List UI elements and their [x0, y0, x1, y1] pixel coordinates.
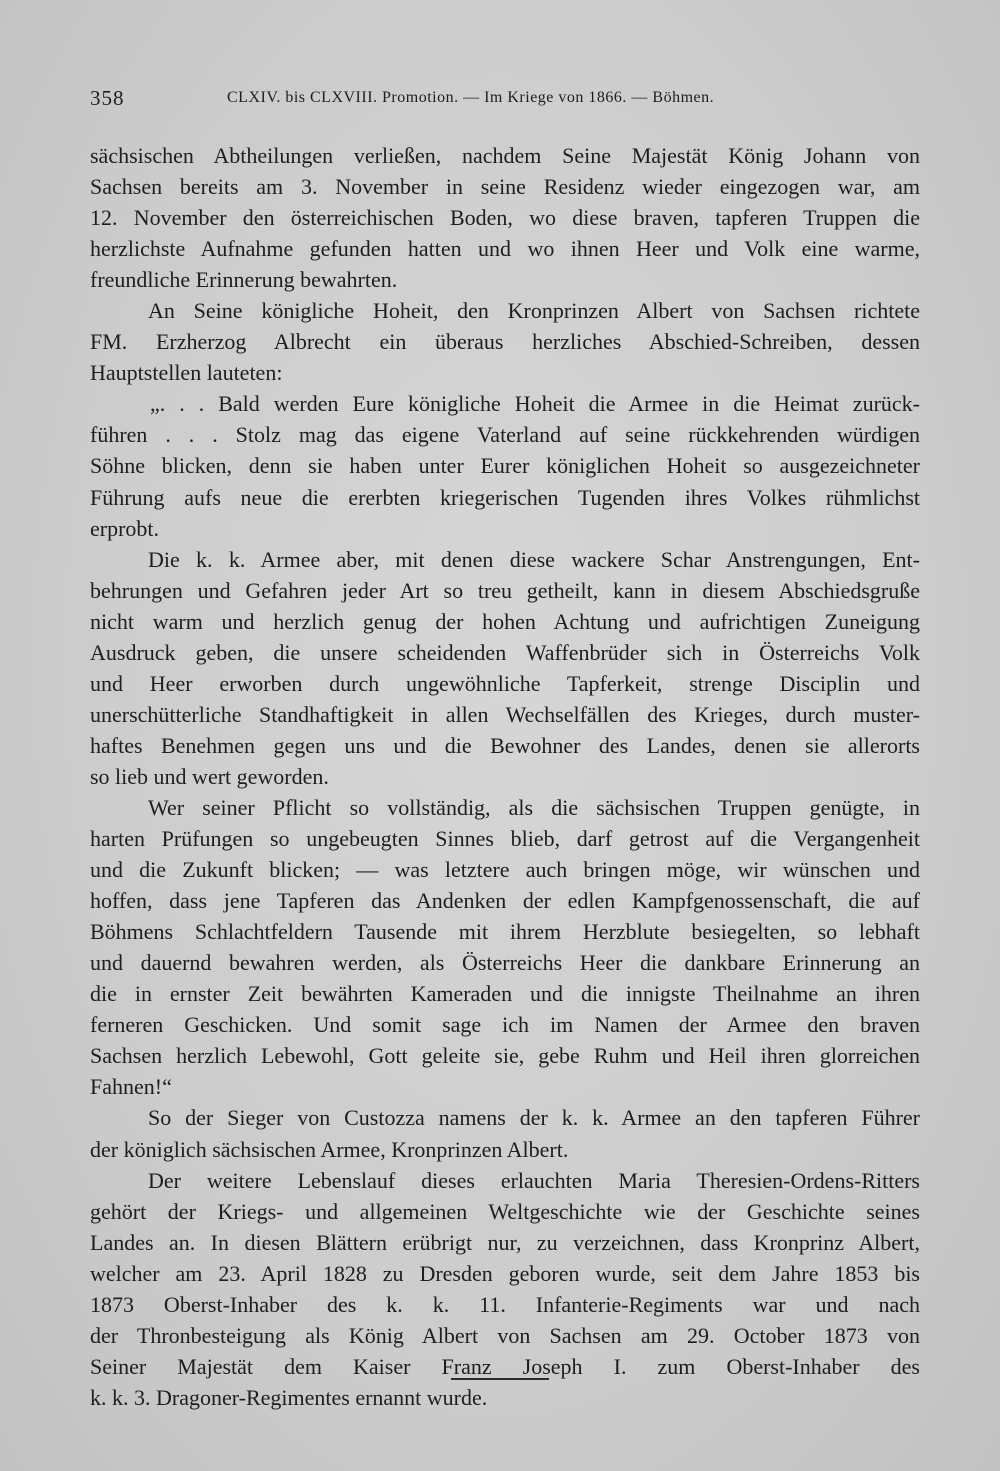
- text-line: und die Zukunft blicken; — was letztere auch bringen möge, wir wünschen und: [90, 857, 920, 883]
- text-line: und Heer erworben durch ungewöhnliche Tapferkeit, strenge Disciplin und: [90, 670, 920, 696]
- text-line: der Thronbesteigung als König Albert von Sachsen am 29. October 1873 von: [90, 1322, 920, 1348]
- running-header: [90, 86, 920, 116]
- text-line: „. . . Bald werden Eure königliche Hoheit die Armee in die Heimat zurück-: [150, 391, 920, 417]
- text-line: haftes Benehmen gegen uns und die Bewohner des Landes, denen sie allerorts: [90, 732, 920, 758]
- text-line: führen . . . Stolz mag das eigene Vaterland auf seine rückkehrenden würdigen: [90, 422, 920, 448]
- text-line: erprobt.: [90, 515, 160, 541]
- paragraph: [90, 1102, 920, 1164]
- text-line: so lieb und wert geworden.: [90, 763, 329, 789]
- text-line: Böhmens Schlachtfeldern Tausende mit ihrem Herzblute besiegelten, so lebhaft: [90, 919, 920, 945]
- text-line: Sachsen herzlich Lebewohl, Gott geleite sie, gebe Ruhm und Heil ihren glorreichen: [90, 1043, 920, 1069]
- text-line: hoffen, dass jene Tapferen das Andenken der edlen Kampfgenossenschaft, die auf: [90, 888, 920, 914]
- text-line: sächsischen Abtheilungen verließen, nachdem Seine Majestät König Johann von: [90, 143, 920, 168]
- body-text: [90, 140, 920, 1413]
- text-line: nicht warm und herzlich genug der hohen Achtung und aufrichtigen Zuneigung: [90, 608, 920, 634]
- text-line: Der weitere Lebenslauf dieses erlauchten Maria Theresien-Ordens-Ritters: [148, 1167, 920, 1193]
- quote-paragraph: [90, 544, 920, 792]
- text-line: und dauernd bewahren werden, als Österreichs Heer die dankbare Erinnerung an: [90, 950, 920, 976]
- text-line: Sachsen bereits am 3. November in seine Residenz wieder eingezogen war, am: [90, 174, 920, 200]
- text-line: k. k. 3. Dragoner-Regimentes ernannt wurde.: [90, 1384, 488, 1410]
- text-line: freundliche Erinnerung bewahrten.: [90, 267, 398, 293]
- text-line: Ausdruck geben, die unsere scheidenden Waffenbrüder sich in Österreichs Volk: [90, 639, 920, 665]
- text-line: Seiner Majestät dem Kaiser Franz Joseph I. zum Oberst-Inhaber des: [90, 1353, 920, 1379]
- text-line: So der Sieger von Custozza namens der k. k. Armee an den tapferen Führer: [148, 1105, 920, 1131]
- text-line: der königlich sächsischen Armee, Kronprinzen Albert.: [90, 1136, 569, 1162]
- page-number: 358: [90, 86, 125, 110]
- quote-paragraph: [90, 792, 920, 1102]
- text-line: Die k. k. Armee aber, mit denen diese wackere Schar Anstrengungen, Ent-: [148, 546, 920, 572]
- text-line: Führung aufs neue die ererbten kriegerischen Tugenden ihres Volkes rühmlichst: [90, 484, 920, 510]
- text-line: harten Prüfungen so ungebeugten Sinnes blieb, darf getrost auf die Vergangenheit: [90, 826, 920, 852]
- paragraph: [90, 295, 920, 388]
- text-line: welcher am 23. April 1828 zu Dresden geboren wurde, seit dem Jahre 1853 bis: [90, 1260, 920, 1286]
- text-line: Hauptstellen lauteten:: [90, 360, 283, 386]
- text-line: 1873 Oberst-Inhaber des k. k. 11. Infanterie-Regiments war und nach: [90, 1291, 920, 1317]
- text-line: herzlichste Aufnahme gefunden hatten und wo ihnen Heer und Volk eine warme,: [90, 236, 920, 262]
- text-line: unerschütterliche Standhaftigkeit in allen Wechselfällen des Krieges, durch muster-: [90, 701, 920, 727]
- section-end-rule: [451, 1378, 549, 1380]
- text-line: ferneren Geschicken. Und somit sage ich im Namen der Armee den braven: [90, 1012, 920, 1038]
- paragraph: [90, 140, 920, 295]
- text-line: Fahnen!“: [90, 1074, 172, 1100]
- text-line: gehört der Kriegs- und allgemeinen Weltgeschichte wie der Geschichte seines: [90, 1198, 920, 1224]
- paragraph: [90, 1165, 920, 1413]
- text-line: FM. Erzherzog Albrecht ein überaus herzliches Abschied-Schreiben, dessen: [90, 329, 920, 355]
- text-line: 12. November den österreichischen Boden, wo diese braven, tapferen Truppen die: [90, 205, 920, 231]
- text-line: Söhne blicken, denn sie haben unter Eurer königlichen Hoheit so ausgezeichneter: [90, 453, 920, 479]
- text-line: Wer seiner Pflicht so vollständig, als die sächsischen Truppen genügte, in: [148, 794, 920, 820]
- quote-paragraph: [90, 388, 920, 543]
- text-line: Landes an. In diesen Blättern erübrigt nur, zu verzeichnen, dass Kronprinz Albert,: [90, 1229, 920, 1255]
- text-line: die in ernster Zeit bewährten Kameraden und die innigste Theilnahme an ihren: [90, 981, 920, 1007]
- text-line: An Seine königliche Hoheit, den Kronprinzen Albert von Sachsen richtete: [148, 298, 920, 324]
- running-title: CLXIV. bis CLXVIII. Promotion. — Im Kriege von 1866. — Böhmen.: [227, 89, 715, 106]
- text-line: behrungen und Gefahren jeder Art so treu getheilt, kann in diesem Abschiedsgruße: [90, 577, 920, 603]
